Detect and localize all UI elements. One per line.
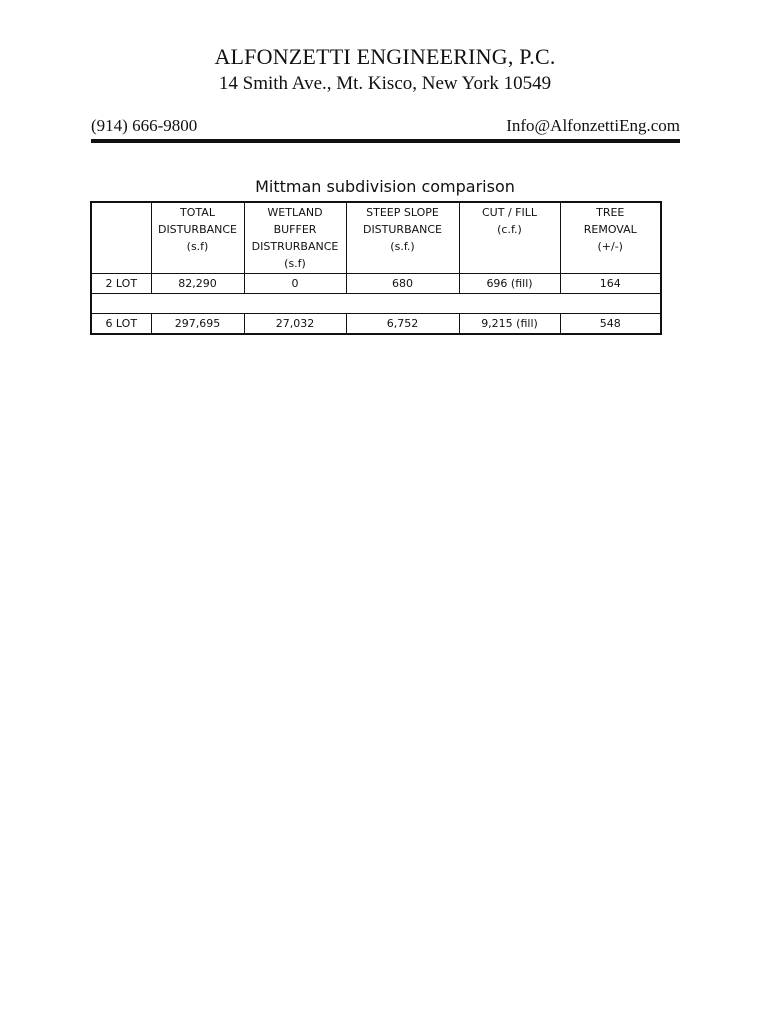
header-line: (s.f) — [284, 257, 306, 270]
header-line: TREE — [596, 206, 625, 219]
header-line: STEEP SLOPE — [366, 206, 439, 219]
contact-row — [91, 116, 680, 140]
table-cell: 164 — [560, 274, 661, 294]
header-cell-tree-removal — [560, 202, 661, 274]
header-line: DISTRURBANCE — [251, 240, 339, 253]
document-title: Mittman subdivision comparison — [255, 177, 515, 196]
row-label: 2 LOT — [91, 274, 151, 294]
table-cell: 680 — [346, 274, 459, 294]
header-cell-steep-slope — [346, 202, 459, 274]
company-name: ALFONZETTI ENGINEERING, P.C. — [214, 44, 556, 69]
company-address: 14 Smith Ave., Mt. Kisco, New York 10549 — [218, 73, 552, 94]
table-row — [91, 274, 661, 294]
letterhead-divider — [91, 139, 680, 143]
row-label: 6 LOT — [91, 314, 151, 335]
header-cell-wetland-buffer — [244, 202, 346, 274]
header-cell-total-disturbance — [151, 202, 244, 274]
phone-number: (914) 666-9800 — [91, 116, 198, 135]
header-line: (c.f.) — [497, 223, 522, 236]
table-cell: 297,695 — [151, 314, 244, 335]
table-cell: 9,215 (fill) — [459, 314, 560, 335]
table-cell: 0 — [244, 274, 346, 294]
table-cell: 6,752 — [346, 314, 459, 335]
header-cell-cut-fill — [459, 202, 560, 274]
header-line: TOTAL — [180, 206, 215, 219]
table-cell: 548 — [560, 314, 661, 335]
header-line: (s.f.) — [390, 240, 415, 253]
header-line: WETLAND — [267, 206, 323, 219]
table-cell: 696 (fill) — [459, 274, 560, 294]
header-line: DISTURBANCE — [362, 223, 443, 236]
table-cell: 27,032 — [244, 314, 346, 335]
header-line: (s.f) — [186, 240, 209, 253]
header-line: (+/-) — [597, 240, 623, 253]
email-address: Info@AlfonzettiEng.com — [506, 116, 680, 135]
comparison-table — [90, 201, 662, 335]
header-row — [91, 202, 661, 274]
table-row — [91, 314, 661, 335]
header-cell-blank — [91, 202, 151, 274]
header-line: CUT / FILL — [482, 206, 537, 219]
header-line: BUFFER — [273, 223, 317, 236]
spacer-cell — [91, 294, 661, 314]
header-line: DISTURBANCE — [157, 223, 238, 236]
spacer-row — [91, 294, 661, 314]
table-cell: 82,290 — [151, 274, 244, 294]
header-line: REMOVAL — [583, 223, 637, 236]
